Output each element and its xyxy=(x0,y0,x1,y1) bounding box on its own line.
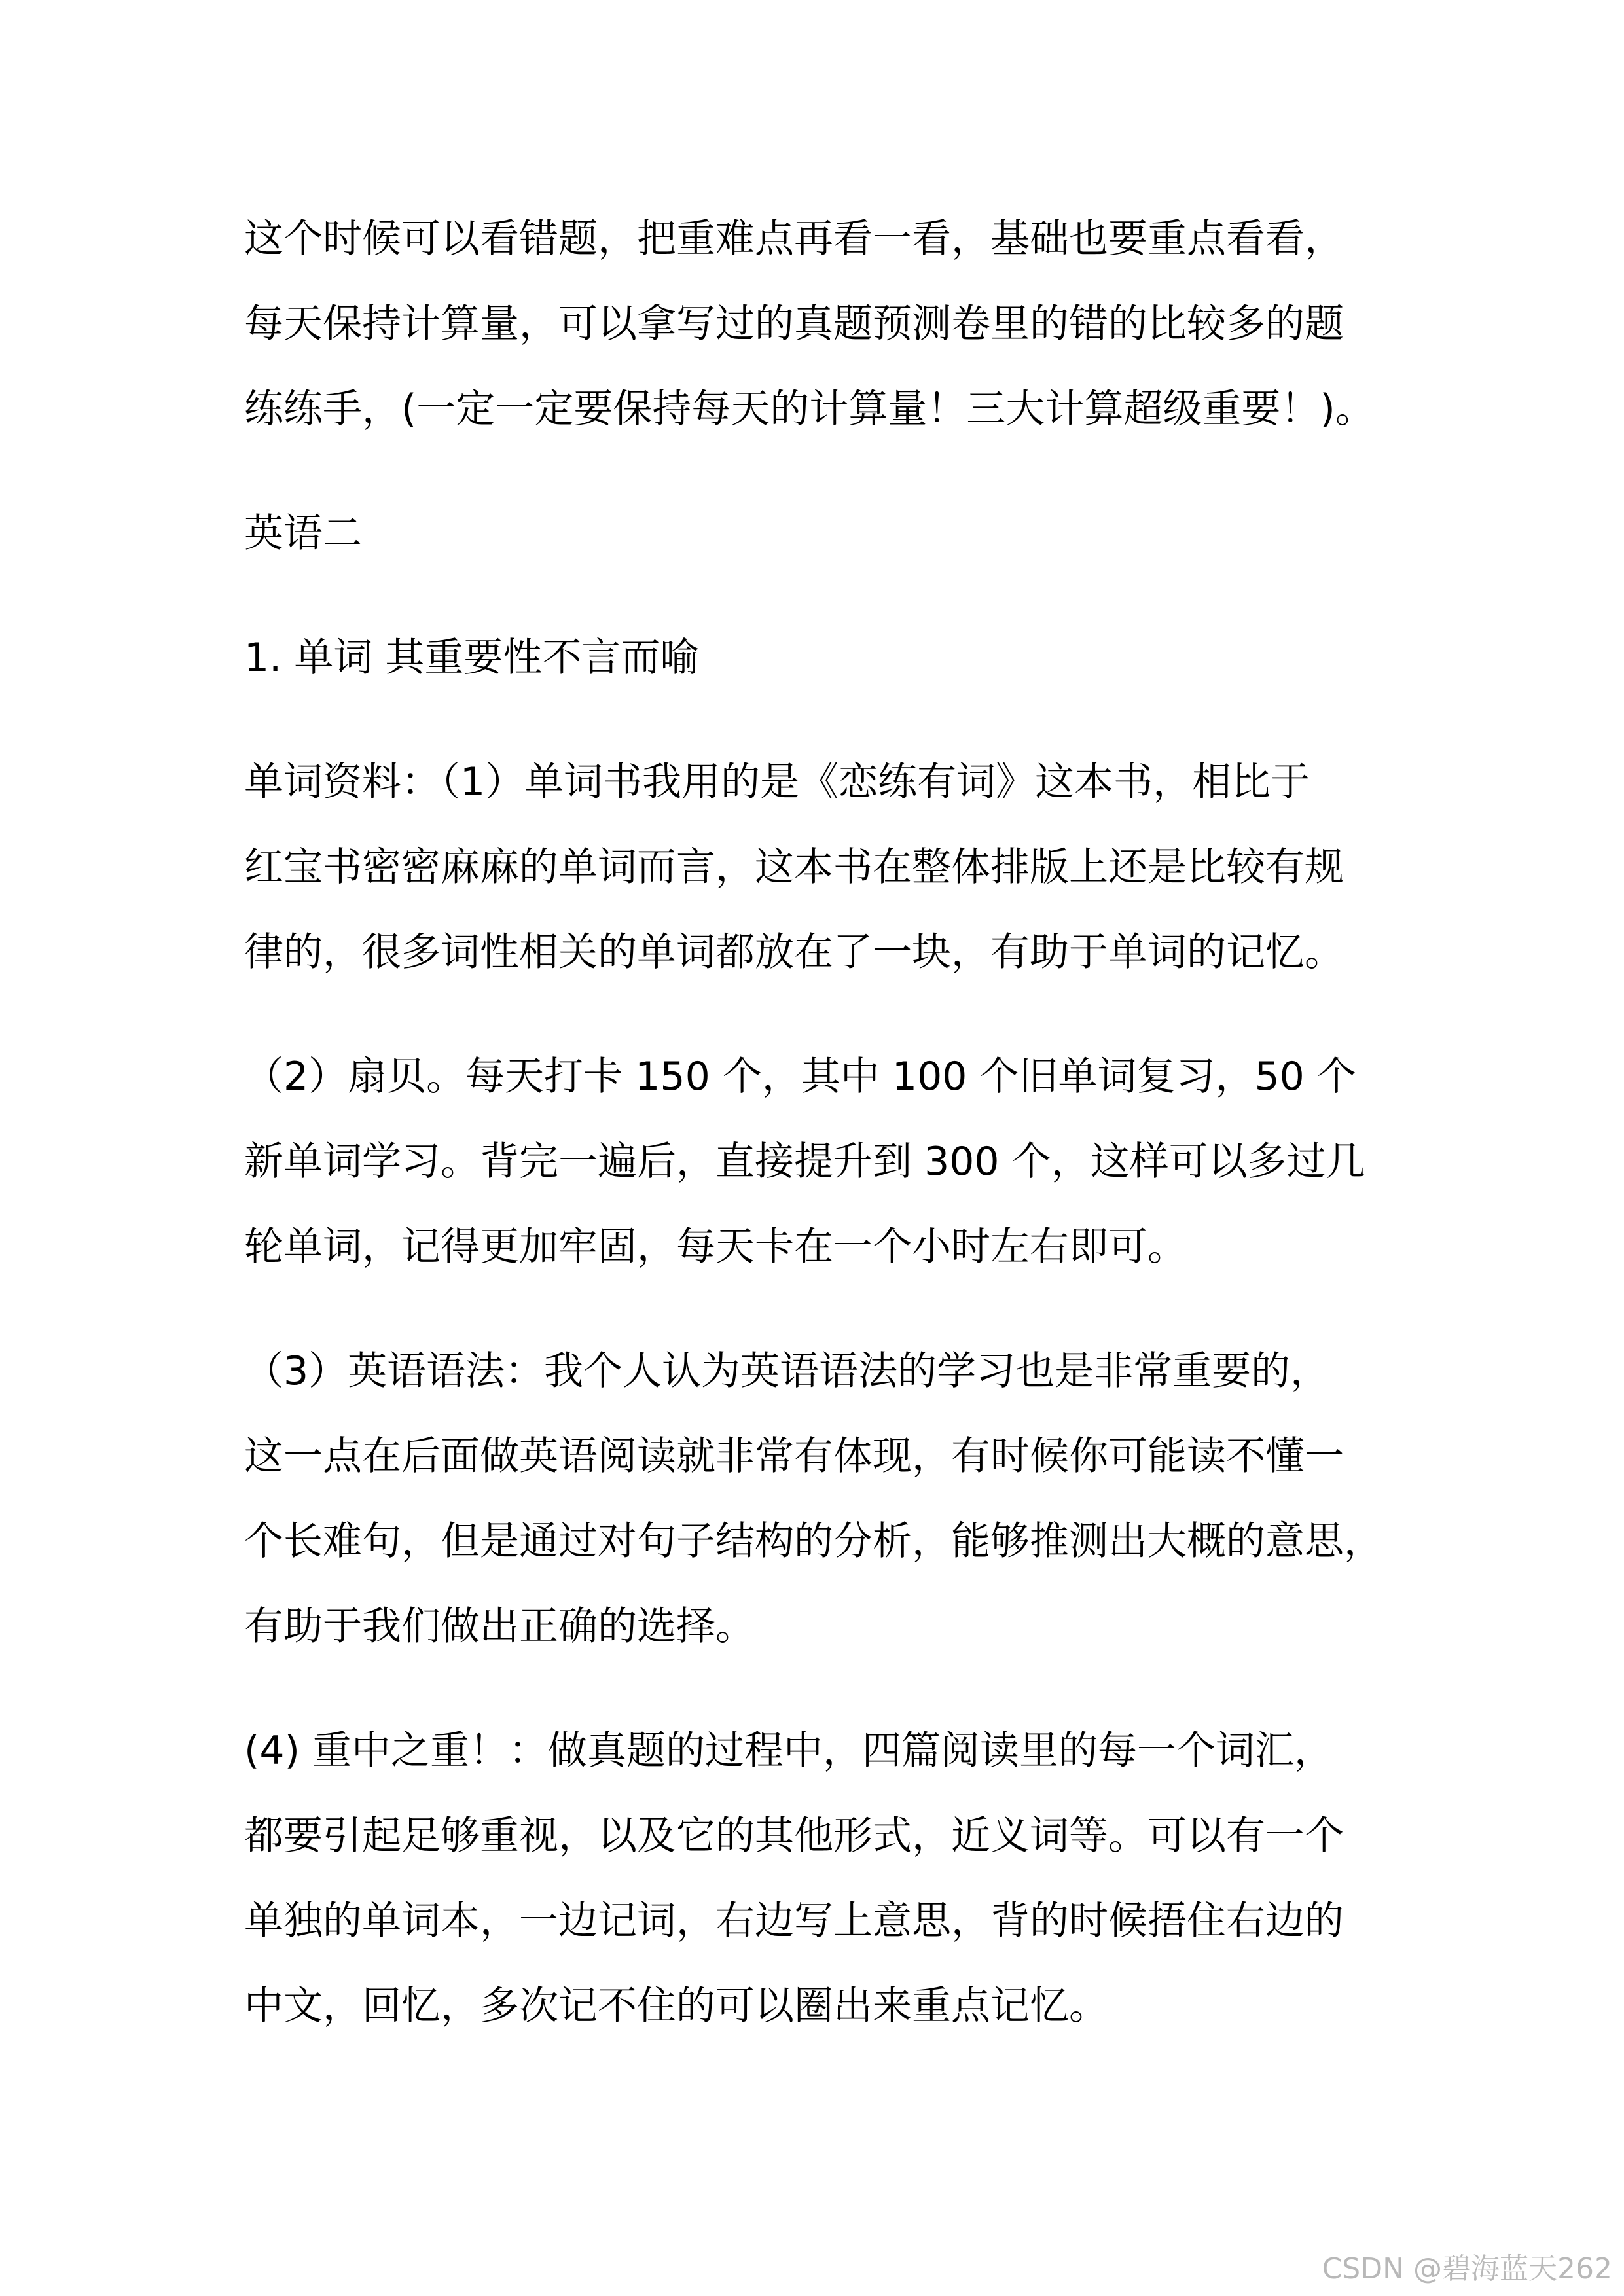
text-line: 每天保持计算量，可以拿写过的真题预测卷里的错的比较多的题 xyxy=(244,301,1344,347)
text-line: 新单词学习。背完一遍后，直接提升到 300 个，这样可以多过几 xyxy=(244,1139,1365,1185)
paragraph-spacing xyxy=(244,1669,1383,1708)
heading-text: 英语二 xyxy=(244,511,362,556)
heading-text: 1. 单词 其重要性不言而喻 xyxy=(244,635,700,681)
paragraph-vocabulary-materials xyxy=(244,740,1383,995)
text-line: （2）扇贝。每天打卡 150 个，其中 100 个旧单词复习，50 个 xyxy=(244,1054,1356,1100)
text-line: 都要引起足够重视，以及它的其他形式，近义词等。可以有一个 xyxy=(244,1813,1344,1859)
text-line: 轮单词，记得更加牢固，每天卡在一个小时左右即可。 xyxy=(244,1224,1187,1270)
text-line: （3）英语语法：我个人认为英语语法的学习也是非常重要的， xyxy=(244,1348,1330,1394)
text-line: 中文，回忆，多次记不住的可以圈出来重点记忆。 xyxy=(244,1983,1108,2029)
section-heading-english-two xyxy=(244,491,1383,576)
text-line: 个长难句，但是通过对句子结构的分析，能够推测出大概的意思， xyxy=(244,1518,1383,1564)
text-line: 这个时候可以看错题，把重难点再看一看，基础也要重点看看， xyxy=(244,216,1344,262)
text-line: 律的，很多词性相关的单词都放在了一块，有助于单词的记忆。 xyxy=(244,929,1344,975)
paragraph-spacing xyxy=(244,1289,1383,1329)
paragraph-spacing xyxy=(244,995,1383,1034)
document-body xyxy=(244,196,1383,2049)
paragraph-spacing xyxy=(244,576,1383,615)
subheading-vocabulary xyxy=(244,615,1383,700)
paragraph-grammar xyxy=(244,1329,1383,1669)
text-line: 单词资料：（1）单词书我用的是《恋练有词》这本书，相比于 xyxy=(244,759,1310,805)
text-line: 红宝书密密麻麻的单词而言，这本书在整体排版上还是比较有规 xyxy=(244,844,1344,890)
paragraph-reading-vocabulary xyxy=(244,1708,1383,2049)
text-line: 练练手，(一定一定要保持每天的计算量！三大计算超级重要！)。 xyxy=(244,386,1375,432)
text-line: 有助于我们做出正确的选择。 xyxy=(244,1604,755,1649)
paragraph-spacing xyxy=(244,452,1383,491)
paragraph-shanbei xyxy=(244,1034,1383,1289)
text-line: (4) 重中之重！：做真题的过程中，四篇阅读里的每一个词汇， xyxy=(244,1728,1334,1774)
paragraph-review-tips xyxy=(244,196,1383,452)
text-line: 这一点在后面做英语阅读就非常有体现，有时候你可能读不懂一 xyxy=(244,1433,1344,1479)
text-line: 单独的单词本，一边记词，右边写上意思，背的时候捂住右边的 xyxy=(244,1898,1344,1944)
paragraph-spacing xyxy=(244,700,1383,740)
csdn-watermark: CSDN @碧海蓝天262 xyxy=(1322,2252,1612,2286)
